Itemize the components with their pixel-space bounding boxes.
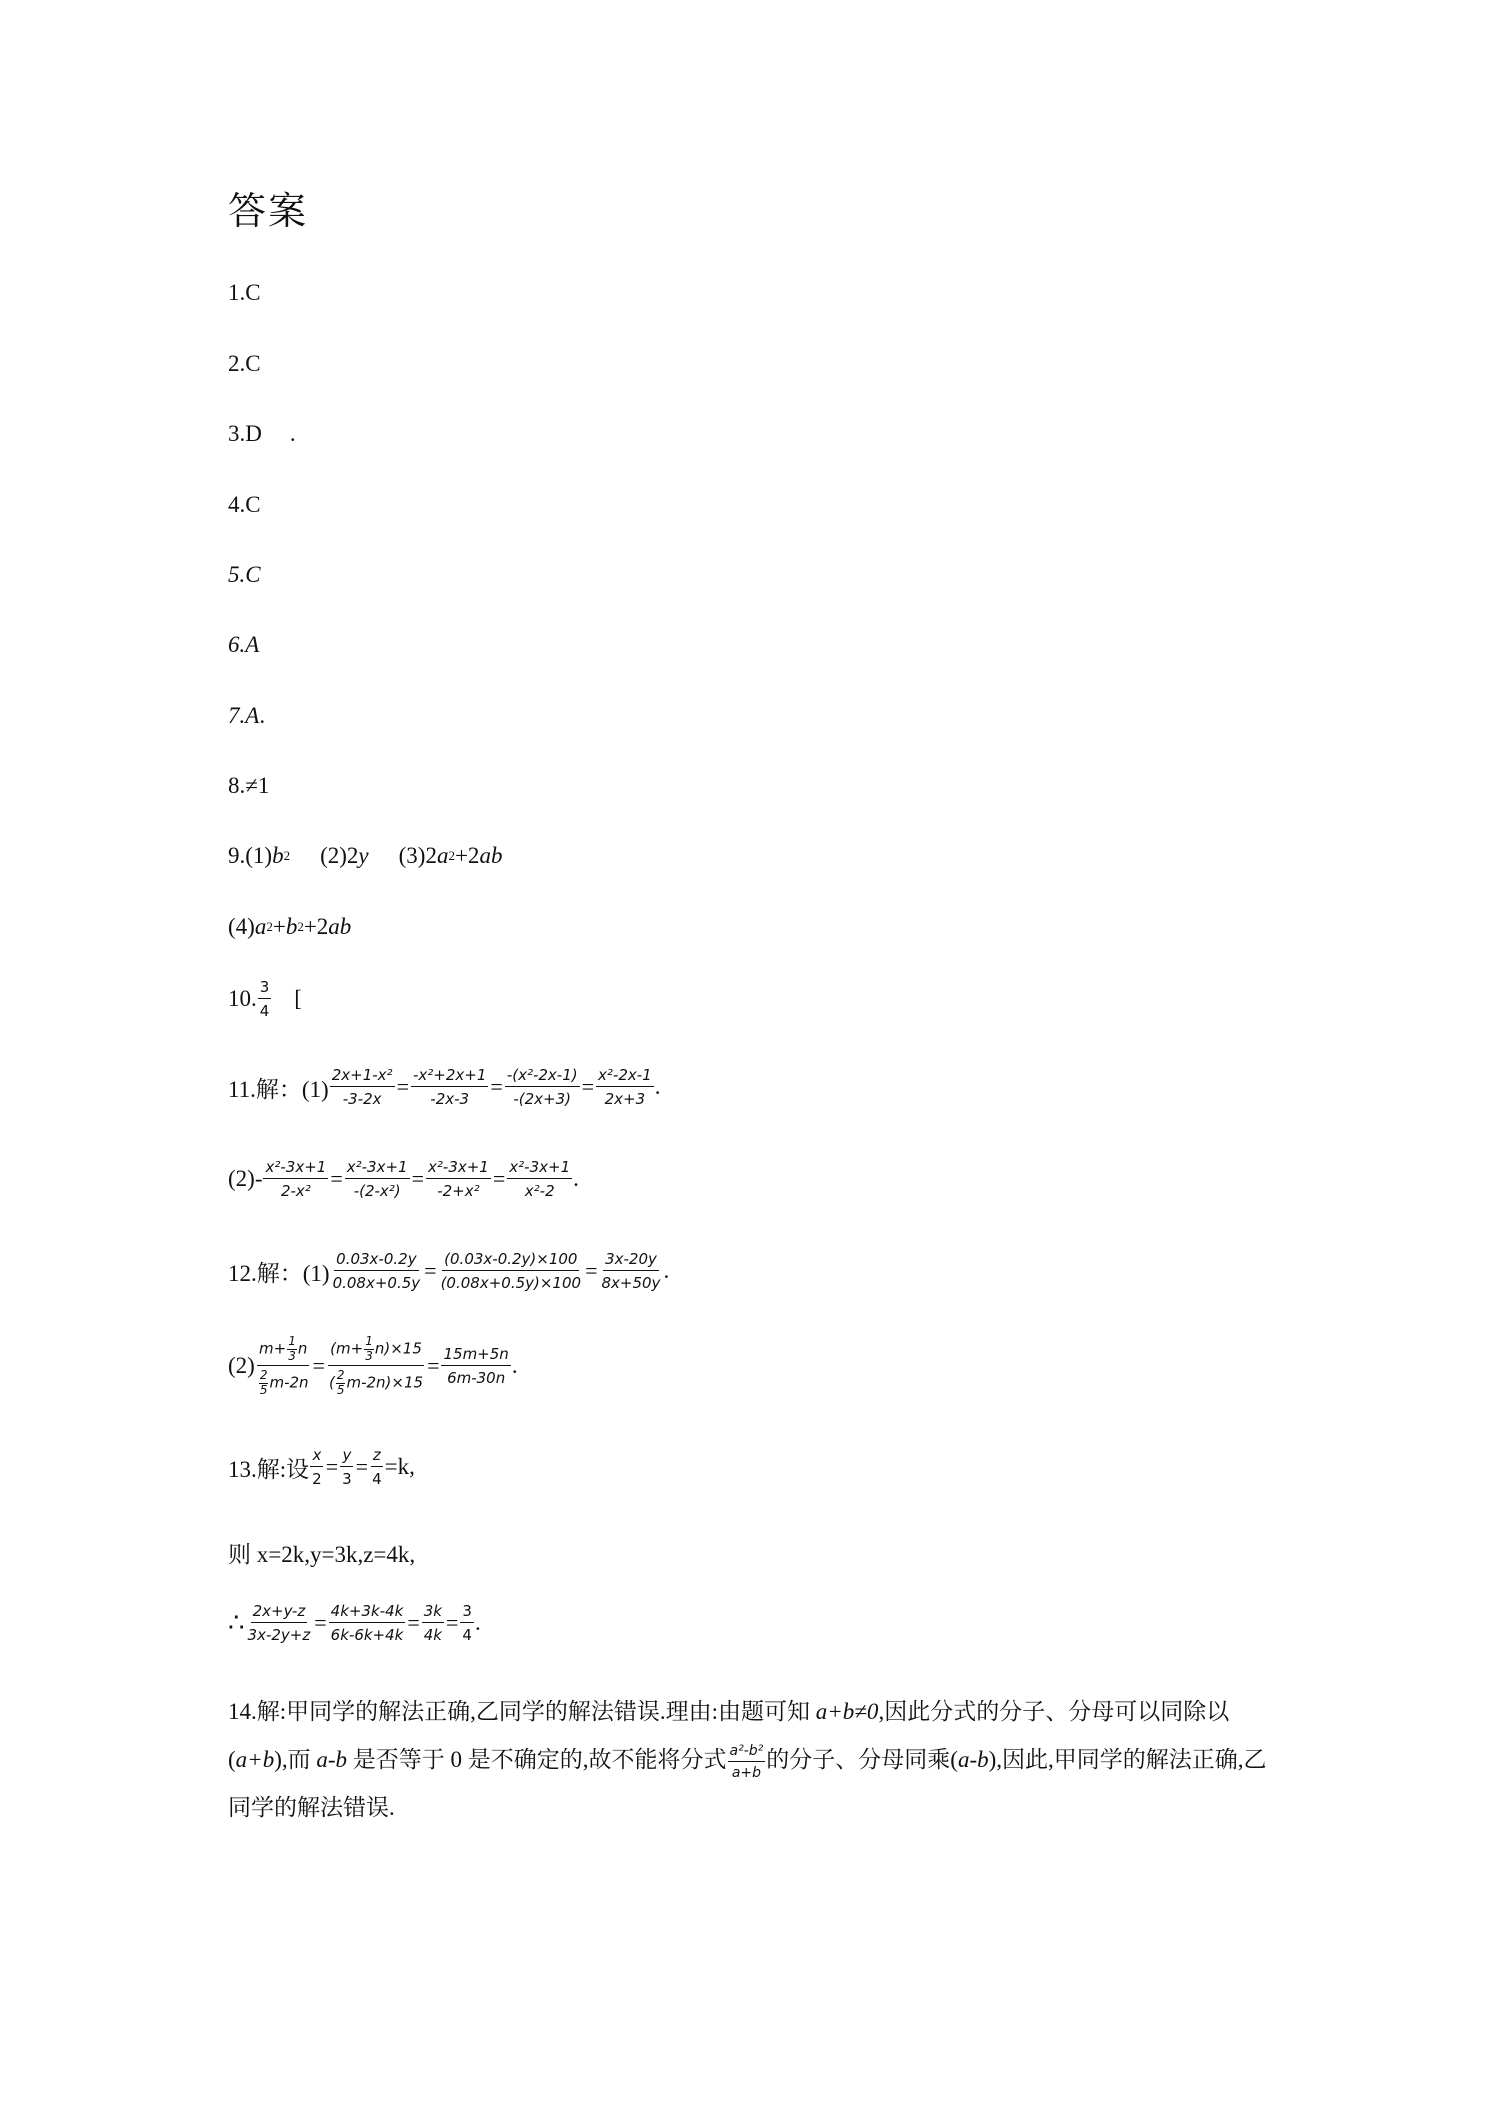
q12-g-1-num-a: m+: [259, 1339, 287, 1358]
q11-g-1-num: x²-3x+1: [263, 1158, 328, 1179]
q11-g-4: [507, 1158, 572, 1200]
q14-text-c: ),而: [274, 1747, 317, 1772]
q9-part2-var: y: [358, 843, 369, 868]
q13-frac-x: [310, 1446, 324, 1488]
q12-g-2-den-frac-d: 5: [336, 1383, 345, 1397]
q11-frac-2-den: -2x-3: [430, 1090, 470, 1108]
q12-g-1-num-frac-d: 3: [288, 1349, 296, 1363]
q10-label: 10.: [228, 986, 257, 1011]
q12-g-3-num: 15m+5n: [441, 1345, 510, 1366]
q12-g-2-den-a: (: [328, 1373, 335, 1392]
q9-part3-plus: +2: [454, 843, 480, 868]
answer-3: [228, 421, 296, 447]
q10-denominator: 4: [259, 1002, 270, 1020]
q14-text-b: ,因此分式的分子、分母可以同除以(: [228, 1699, 1230, 1772]
answer-1: [228, 280, 261, 306]
answer-8-text: 8.≠1: [228, 773, 270, 798]
q11-g-2-num: x²-3x+1: [345, 1158, 410, 1179]
q12-frac-2-num: (0.03x-0.2y)×100: [442, 1250, 579, 1271]
q12-g-3: [441, 1345, 510, 1387]
q12-frac-1: [331, 1250, 423, 1292]
q12-g-1-den-frac-n: 2: [259, 1368, 268, 1382]
q11-g-4-den: x²-2: [524, 1182, 555, 1200]
q14-text-a: 14.解:甲同学的解法正确,乙同学的解法错误.理由:由题可知: [228, 1699, 816, 1724]
q11-g-1: [263, 1158, 328, 1200]
q12-g-1-num-frac-n: 1: [288, 1334, 296, 1348]
answer-5-text: 5.C: [228, 562, 261, 587]
q13-h-3-den: 4k: [423, 1626, 442, 1644]
q12-g-2-num-a: (m+: [330, 1339, 364, 1358]
answer-13-line2: [228, 1536, 415, 1569]
q14-frac-num: a²-b²: [728, 1743, 766, 1762]
q14-a-minus-b: a-b: [316, 1747, 348, 1772]
answer-14: [228, 1688, 1272, 1832]
q14-text-f: ),因此,甲同学的解法正确,乙同学的解法错误.: [228, 1747, 1267, 1820]
answer-9-part4: (4) a 2 + b 2 +2 ab: [228, 914, 352, 939]
answer-5: [228, 562, 261, 588]
q12-g-2-num-frac-n: 1: [365, 1334, 373, 1348]
answer-2-text: 2.C: [228, 351, 261, 376]
q12-g-2-num-b: n)×15: [374, 1339, 422, 1358]
q13-frac-y-num: y: [340, 1446, 353, 1467]
answer-11-part1: 11.解：(1) $\frac{\text{2x+1-x²}}{-3-2x}$ = $\frac{\text{-x²+2x+1}}{-2x-3}$ = $\frac{\text{-(x²-2x-1)}}{-(2x+3)}$ = $\frac{\text{x²-2x-1}}{2x+3}$ .: [228, 1066, 661, 1108]
q11-frac-1: [330, 1066, 395, 1108]
q14-a-plus-b: a+b: [235, 1747, 275, 1772]
answer-12-part1: 12.解：(1) $\frac{0.03x-0.2y}{0.08x+0.5y}$ = $\frac{(0.03x-0.2y)\times 100}{(0.08x+0.5y)\times 100}$ = $\frac{3x-20y}{8x+50y}$ .: [228, 1250, 670, 1292]
q11-frac-4-num: x²-2x-1: [596, 1066, 654, 1087]
q14-condition: a+b≠0: [815, 1699, 879, 1724]
answer-12-part2: (2) m+ $\frac{1}{3}$ n $\frac{2}{5}$ m-2n = (m+ $\frac{1}{3}$ n)×15 ( $\frac{2}{5}$ m-2n)×15 = $\frac{15m+5n}{6m-30n}$ .: [228, 1334, 518, 1397]
q9-part4-plus: +: [272, 914, 286, 939]
q12-frac-3-den: 8x+50y: [601, 1274, 661, 1292]
answer-7-tail: .: [259, 703, 266, 728]
q11-frac-4-den: 2x+3: [604, 1090, 646, 1108]
answer-13-line3: ∴ $\frac{2x+y-z}{3x-2y+z}$ = $\frac{4k+3k-4k}{6k-6k+4k}$ = $\frac{3k}{4k}$ = $\frac{3}{4}$ .: [228, 1602, 481, 1644]
q9-part3-var: a: [436, 843, 449, 868]
q14-text-e: 的分子、分母同乘(: [766, 1747, 958, 1772]
q12-g-1-den-frac: [259, 1369, 269, 1397]
answer-4: [228, 492, 261, 518]
q12-g-2-den-b: m-2n)×15: [346, 1373, 424, 1392]
q12-g-2-den-frac: [336, 1369, 346, 1397]
q11-frac-3-den: -(2x+3): [513, 1090, 572, 1108]
q9-part2-label: (2)2: [320, 843, 359, 868]
q11-frac-2: [411, 1066, 488, 1108]
q14-fraction: [728, 1743, 766, 1781]
q11-g-2: [345, 1158, 410, 1200]
q12-g-1-den-b: m-2n: [269, 1373, 309, 1392]
answer-9: 9.(1) b 2 (2)2 y (3)2 a 2 +2 ab: [228, 843, 503, 868]
answer-8: [228, 773, 269, 799]
q14-frac-den: a+b: [731, 1764, 762, 1781]
q9-part1-label: 9.(1): [228, 843, 273, 868]
q9-part4-ab: ab: [328, 914, 352, 939]
q10-fraction: [258, 978, 272, 1020]
q11-g-3-num: x²-3x+1: [426, 1158, 491, 1179]
q13-frac-y-den: 3: [342, 1470, 352, 1488]
q11-g-1-den: 2-x²: [280, 1182, 311, 1200]
q9-part4-b: b: [285, 914, 298, 939]
q11-frac-3: [505, 1066, 580, 1108]
answer-11-part2: (2)- $\frac{\text{x²-3x+1}}{\text{2-x²}}$ = $\frac{\text{x²-3x+1}}{\text{-(2-x²)}}$ = $\frac{\text{x²-3x+1}}{\text{-2+x²}}$ = $\frac{\text{x²-3x+1}}{\text{x²-2}}$ .: [228, 1158, 579, 1200]
q13-h-4: [460, 1602, 474, 1644]
q13-frac-z-den: 4: [372, 1470, 382, 1488]
q13-frac-z: [370, 1446, 384, 1488]
q9-part3-label: (3)2: [398, 843, 437, 868]
q12-frac-3: [599, 1250, 662, 1292]
answer-1-text: 1.C: [228, 280, 261, 305]
q11-g-3: [426, 1158, 491, 1200]
q12-frac-2-den: (0.08x+0.5y)×100: [440, 1274, 582, 1292]
q9-part4-label: (4): [228, 914, 255, 939]
q11-g-4-num: x²-3x+1: [507, 1158, 572, 1179]
q11-frac-4: [596, 1066, 654, 1108]
q12-g-1-num-b: n: [297, 1339, 308, 1358]
q12-g-2-num: [328, 1335, 424, 1366]
answer-3-tail: .: [289, 421, 296, 446]
q12-g-2: [327, 1335, 425, 1397]
q11-label: 11.解：(1): [228, 1076, 329, 1102]
q13-h-1-num: 2x+y-z: [251, 1602, 308, 1623]
answer-7-text: 7.A: [228, 703, 260, 728]
q12-g-2-num-frac: [364, 1335, 374, 1363]
q12-g-3-den: 6m-30n: [447, 1369, 506, 1387]
q12-g-2-den: [327, 1366, 425, 1397]
q13-frac-z-num: z: [371, 1446, 383, 1467]
q10-tail: [: [294, 986, 302, 1011]
q11-g-2-den: -(2-x²): [353, 1182, 401, 1200]
q12-label: 12.解：(1): [228, 1260, 330, 1286]
q9-part1-var: b: [272, 843, 284, 868]
therefore-symbol: ∴: [228, 1608, 245, 1637]
q11-frac-2-num: -x²+2x+1: [411, 1066, 488, 1087]
q11-part2-label: (2)-: [228, 1166, 263, 1191]
page-title: 答案: [228, 189, 309, 233]
answer-6: [228, 632, 259, 658]
q9-part3-var2: ab: [479, 843, 503, 868]
q9-part4-plus2: +2: [303, 914, 329, 939]
q14-text-d: 是否等于 0 是不确定的,故不能将分式: [347, 1747, 727, 1772]
q12-g-1: [256, 1335, 311, 1397]
q13-frac-x-den: 2: [312, 1470, 322, 1488]
q13-h-2-den: 6k-6k+4k: [330, 1626, 404, 1644]
q14-a-minus-b-2: a-b: [957, 1747, 989, 1772]
q12-g-1-num-frac: [287, 1335, 297, 1363]
q13-frac-x-num: x: [310, 1446, 323, 1467]
answer-6-text: 6.A: [228, 632, 260, 657]
answer-13-line1: 13.解:设 $\frac{x}{2}$ = $\frac{y}{3}$ = $\frac{z}{4}$ =k,: [228, 1446, 415, 1488]
q12-frac-1-den: 0.08x+0.5y: [332, 1274, 421, 1292]
q13-frac-y: [340, 1446, 354, 1488]
q13-h-3: [422, 1602, 444, 1644]
answer-7: [228, 703, 265, 729]
q13-h-2: [329, 1602, 406, 1644]
answer-3-text: 3.D: [228, 421, 262, 446]
q11-frac-1-num: 2x+1-x²: [330, 1066, 395, 1087]
q13-eq-k: =k,: [384, 1454, 415, 1479]
q12-frac-3-num: 3x-20y: [603, 1250, 659, 1271]
q12-g-1-num: [257, 1335, 309, 1366]
q12-frac-1-num: 0.03x-0.2y: [334, 1250, 418, 1271]
answer-2: [228, 351, 261, 377]
q12-g-2-den-frac-n: 2: [336, 1368, 345, 1382]
q12-g-1-den: [256, 1366, 311, 1397]
q13-h-4-den: 4: [462, 1626, 472, 1644]
q12-g-2-num-frac-d: 3: [365, 1349, 373, 1363]
q13-h-1-den: 3x-2y+z: [247, 1626, 311, 1644]
q11-g-3-den: -2+x²: [437, 1182, 480, 1200]
q13-h-4-num: 3: [460, 1602, 474, 1623]
answer-10: [228, 978, 302, 1020]
q13-substitution: 则 x=2k,y=3k,z=4k,: [228, 1542, 416, 1567]
q12-part2-label: (2): [228, 1353, 255, 1378]
q13-h-2-num: 4k+3k-4k: [329, 1602, 406, 1623]
q12-frac-2: [439, 1250, 583, 1292]
q13-h-1: [246, 1602, 313, 1644]
q12-g-1-den-frac-d: 5: [259, 1383, 268, 1397]
q11-frac-1-den: -3-2x: [342, 1090, 382, 1108]
q13-h-3-num: 3k: [422, 1602, 444, 1623]
q9-part4-a: a: [254, 914, 267, 939]
q10-numerator: 3: [258, 978, 272, 999]
q11-frac-3-num: -(x²-2x-1): [505, 1066, 580, 1087]
q13-label: 13.解:设: [228, 1456, 310, 1482]
answer-4-text: 4.C: [228, 492, 261, 517]
